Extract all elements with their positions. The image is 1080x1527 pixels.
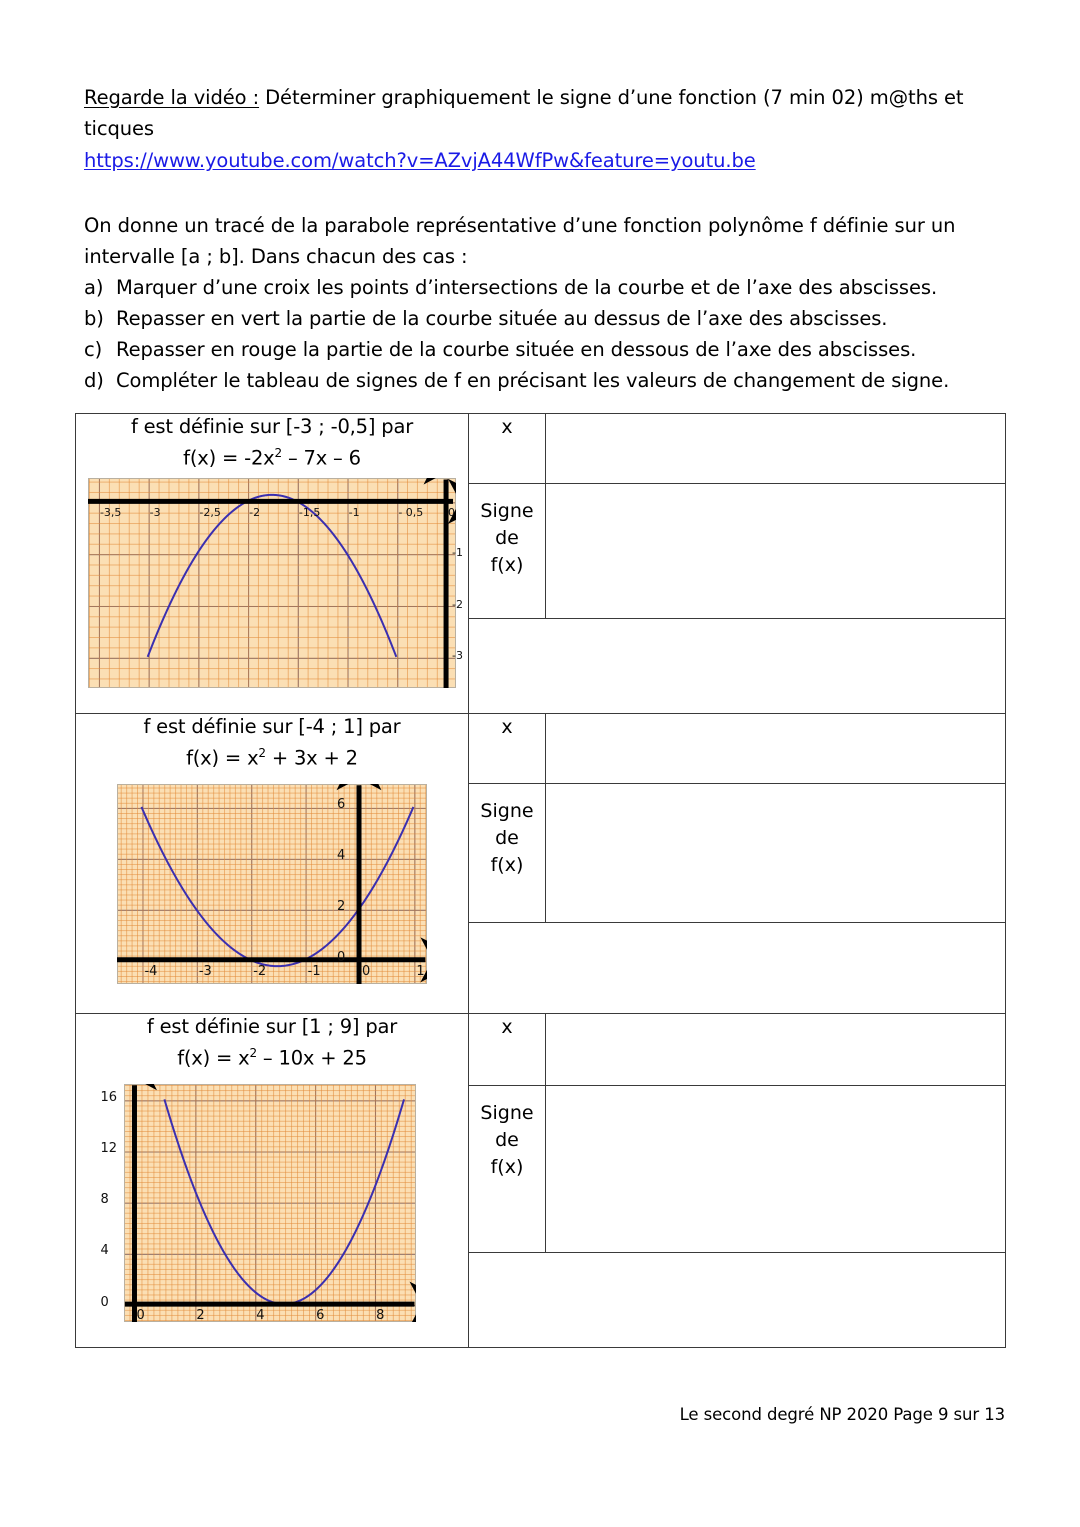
y-tick-label: 2 (337, 899, 346, 915)
formula-prefix: f(x) = x (177, 1046, 250, 1070)
graph-case-2 (117, 784, 427, 984)
answer-cell-1[interactable] (469, 619, 1006, 714)
exercise-table (75, 413, 1006, 1348)
parabola-curve (141, 806, 413, 965)
y-tick-label: -3 (452, 649, 464, 663)
graph-case-1 (88, 478, 464, 688)
sign-row-label-x-3: x (469, 1014, 546, 1086)
y-tick-label: 12 (100, 1141, 118, 1157)
table-row (76, 1014, 1006, 1086)
function-definition-3 (76, 1014, 468, 1072)
graph-case-3 (100, 1084, 416, 1323)
sign-label-line1: Signe (480, 500, 534, 523)
y-tick-label: 4 (100, 1243, 109, 1259)
answer-cell-2[interactable] (469, 922, 1006, 1013)
graph-cell-case-1 (76, 414, 469, 714)
list-marker: d) (84, 369, 104, 392)
list-text: Repasser en rouge la partie de la courbe située en dessous de l’axe des abscisses. (116, 338, 917, 361)
sign-label-line3: f(x) (490, 854, 524, 877)
x-tick-label: -4 (144, 964, 158, 980)
interval-line: f est définie sur [-4 ; 1] par (143, 715, 401, 738)
sign-row-label-fx-3 (469, 1086, 546, 1253)
list-marker: c) (84, 338, 103, 361)
sign-label-line3: f(x) (490, 554, 524, 577)
sign-row-label-fx-2 (469, 784, 546, 923)
parabola-curve (164, 1099, 404, 1304)
list-marker: a) (84, 276, 104, 299)
x-tick-label: 0 (362, 964, 371, 980)
x-tick-label: 1 (416, 964, 425, 980)
sign-row-values-x-3[interactable] (546, 1014, 1006, 1086)
function-definition-2 (76, 714, 468, 772)
x-tick-label: -3,5 (99, 505, 122, 519)
sign-row-label-fx-1 (469, 484, 546, 619)
function-definition-1 (76, 414, 468, 472)
x-tick-label: 4 (256, 1307, 265, 1323)
list-item (84, 272, 1014, 303)
sign-row-values-x-2[interactable] (546, 714, 1006, 784)
video-title-text: Déterminer graphiquement le signe d’une fonction (7 min 02) m@ths et ticques (84, 86, 964, 140)
table-row (76, 414, 1006, 484)
formula-prefix: f(x) = x (186, 746, 259, 770)
y-tick-label: -2 (452, 597, 464, 611)
sign-label-line2: de (495, 1129, 519, 1151)
sign-label-line3: f(x) (490, 1156, 524, 1178)
answer-cell-3[interactable] (469, 1253, 1006, 1348)
y-tick-label: -1 (452, 545, 464, 559)
list-item (84, 334, 1014, 365)
video-header (84, 82, 1004, 176)
table-row (76, 714, 1006, 784)
x-tick-label: -2 (249, 505, 261, 519)
sign-row-values-fx-2[interactable] (546, 784, 1006, 923)
formula-line (76, 740, 468, 772)
x-tick-label: -1 (307, 964, 321, 980)
watch-video-label: Regarde la vidéo : (84, 86, 260, 109)
x-tick-label: 0 (448, 505, 456, 519)
x-tick-label: 0 (136, 1307, 145, 1323)
y-tick-label: 4 (337, 848, 346, 864)
sign-label-line2: de (495, 527, 519, 550)
list-item (84, 303, 1014, 334)
x-tick-label: - 0,5 (398, 505, 424, 519)
x-tick-label: 6 (316, 1307, 325, 1323)
graph-cell-case-3 (76, 1014, 469, 1348)
x-tick-label: -2 (253, 964, 267, 980)
instructions-paragraph: On donne un tracé de la parabole représentative d’une fonction polynôme f définie sur un intervalle [a ; b]. Dans chacun des cas : (84, 214, 956, 268)
sign-row-values-fx-1[interactable] (546, 484, 1006, 619)
y-tick-label: 0 (337, 950, 346, 966)
table-body (76, 414, 1006, 1348)
sign-label-line1: Signe (480, 800, 534, 823)
formula-suffix: – 7x – 6 (281, 446, 361, 470)
sign-row-values-x-1[interactable] (546, 414, 1006, 484)
sign-label-line1: Signe (480, 1102, 534, 1124)
list-text: Marquer d’une croix les points d’intersections de la courbe et de l’axe des abscisses. (116, 276, 938, 299)
formula-suffix: + 3x + 2 (265, 746, 358, 770)
list-text: Compléter le tableau de signes de f en précisant les valeurs de changement de signe. (116, 369, 950, 392)
sign-row-label-x-2: x (469, 714, 546, 784)
formula-exponent: 2 (249, 1046, 257, 1060)
video-link[interactable]: https://www.youtube.com/watch?v=AZvjA44WfPw&feature=youtu.be (84, 149, 756, 172)
graph-cell-case-2 (76, 714, 469, 1014)
formula-prefix: f(x) = -2x (183, 446, 275, 470)
sign-row-values-fx-3[interactable] (546, 1086, 1006, 1253)
list-item (84, 365, 1014, 396)
graph-svg (124, 1084, 416, 1322)
graph-svg (117, 784, 427, 984)
interval-line: f est définie sur [1 ; 9] par (146, 1015, 398, 1038)
y-tick-label: 16 (100, 1089, 118, 1105)
formula-suffix: – 10x + 25 (256, 1046, 367, 1070)
y-tick-label: 6 (337, 797, 346, 813)
x-tick-label: -3 (149, 505, 161, 519)
instructions-list (84, 272, 1014, 396)
x-tick-label: -1,5 (298, 505, 321, 519)
x-tick-label: 2 (196, 1307, 205, 1323)
x-tick-label: 8 (376, 1307, 385, 1323)
y-tick-label: 0 (100, 1294, 109, 1310)
x-tick-label: -1 (348, 505, 360, 519)
formula-line (76, 440, 468, 472)
formula-line (76, 1040, 468, 1072)
list-marker: b) (84, 307, 104, 330)
interval-line: f est définie sur [-3 ; -0,5] par (130, 415, 414, 438)
page-footer: Le second degré NP 2020 Page 9 sur 13 (679, 1405, 1005, 1424)
list-text: Repasser en vert la partie de la courbe située au dessus de l’axe des abscisses. (116, 307, 888, 330)
instructions-block (84, 210, 1014, 396)
formula-exponent: 2 (258, 746, 266, 760)
y-tick-label: 8 (100, 1192, 109, 1208)
x-tick-label: -2,5 (199, 505, 221, 519)
x-tick-label: -3 (198, 964, 212, 980)
sign-label-line2: de (495, 827, 519, 850)
sign-row-label-x-1: x (469, 414, 546, 484)
formula-exponent: 2 (274, 446, 282, 460)
